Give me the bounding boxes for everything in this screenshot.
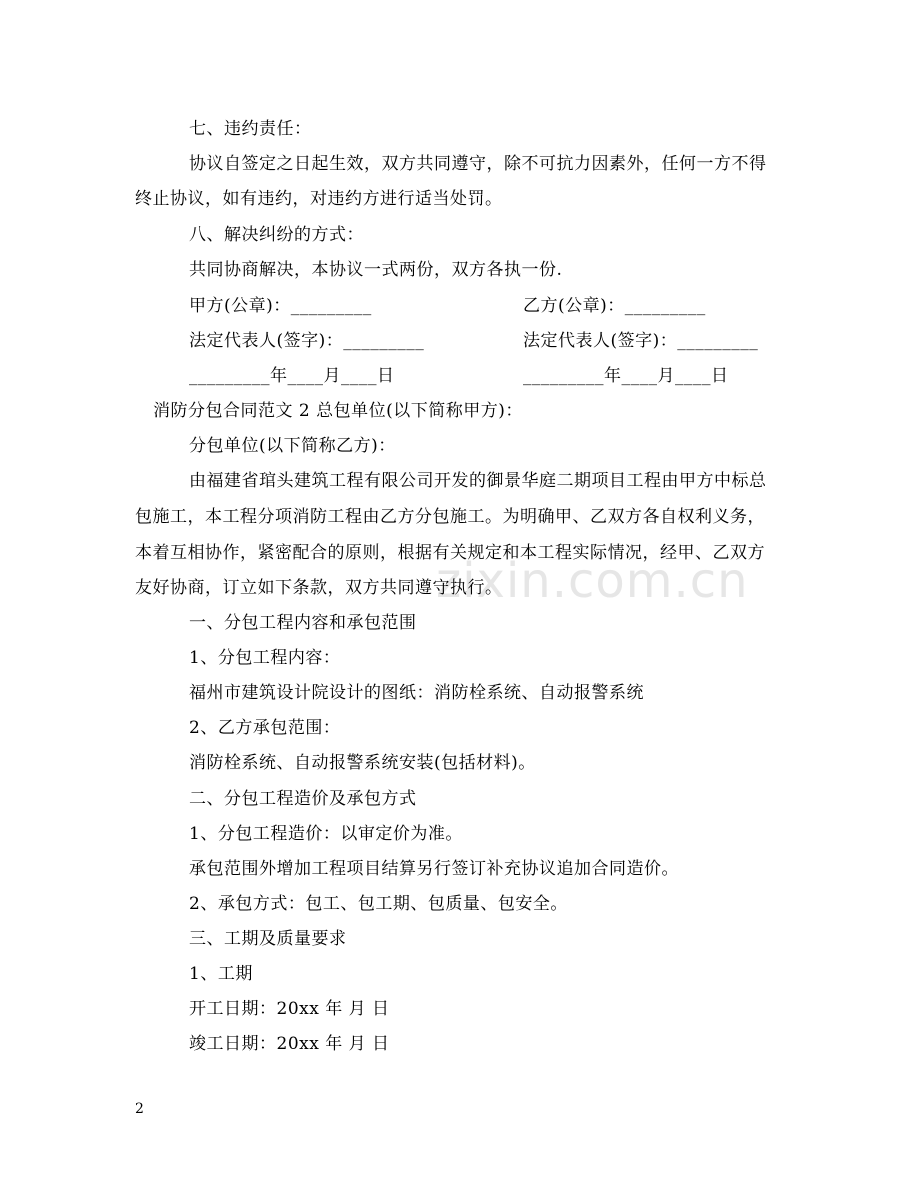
paragraph-line: 消防栓系统、自动报警系统安装(包括材料)。 <box>189 753 536 773</box>
subsection-heading: 1、分包工程造价：以审定价为准。 <box>189 824 463 844</box>
paragraph-line: 友好协商，订立如下条款，双方共同遵守执行。 <box>135 578 503 598</box>
party-b-date-line: _________年____月____日 <box>523 366 729 386</box>
paragraph-line: 由福建省琯头建筑工程有限公司开发的御景华庭二期项目工程由甲方中标总 <box>189 471 767 491</box>
start-date-line: 开工日期：20xx 年 月 日 <box>189 999 390 1019</box>
paragraph-line: 协议自签定之日起生效，双方共同遵守，除不可抗力因素外，任何一方不得 <box>189 154 767 174</box>
party-a-rep-signature-line: 法定代表人(签字)：_________ <box>189 331 425 351</box>
section-heading-scope: 一、分包工程内容和承包范围 <box>189 613 417 633</box>
subsection-heading: 1、分包工程内容： <box>189 648 341 668</box>
paragraph-line: 共同协商解决，本协议一式两份，双方各执一份. <box>189 260 563 280</box>
party-a-date-line: _________年____月____日 <box>189 366 395 386</box>
paragraph-line: 本着互相协作，紧密配合的原则，根据有关规定和本工程实际情况，经甲、乙双方 <box>135 543 765 563</box>
subsection-heading: 1、工期 <box>189 964 253 984</box>
subsection-heading: 2、承包方式：包工、包工期、包质量、包安全。 <box>189 894 568 914</box>
section-heading-price: 二、分包工程造价及承包方式 <box>189 789 417 809</box>
section-heading-dispute: 八、解决纠纷的方式： <box>189 225 364 245</box>
watermark: zixin.com.cn <box>436 553 749 609</box>
subcontractor-line: 分包单位(以下简称乙方)： <box>189 436 396 456</box>
paragraph-line: 包施工，本工程分项消防工程由乙方分包施工。为明确甲、乙双方各自权利义务， <box>135 507 765 527</box>
party-b-seal-line: 乙方(公章)：_________ <box>523 296 706 316</box>
subsection-heading: 2、乙方承包范围： <box>189 718 341 738</box>
paragraph-line: 福州市建筑设计院设计的图纸：消防栓系统、自动报警系统 <box>189 683 644 703</box>
contract-title-line: 消防分包合同范文 2 总包单位(以下简称甲方)： <box>153 401 523 421</box>
party-b-rep-signature-line: 法定代表人(签字)：_________ <box>523 331 759 351</box>
section-heading-schedule: 三、工期及质量要求 <box>189 929 347 949</box>
paragraph-line: 终止协议，如有违约，对违约方进行适当处罚。 <box>135 189 503 209</box>
party-a-seal-line: 甲方(公章)：_________ <box>189 296 372 316</box>
completion-date-line: 竣工日期：20xx 年 月 日 <box>189 1034 390 1054</box>
page-number: 2 <box>135 1101 144 1117</box>
section-heading-breach: 七、违约责任： <box>189 119 312 139</box>
paragraph-line: 承包范围外增加工程项目结算另行签订补充协议追加合同造价。 <box>189 859 679 879</box>
